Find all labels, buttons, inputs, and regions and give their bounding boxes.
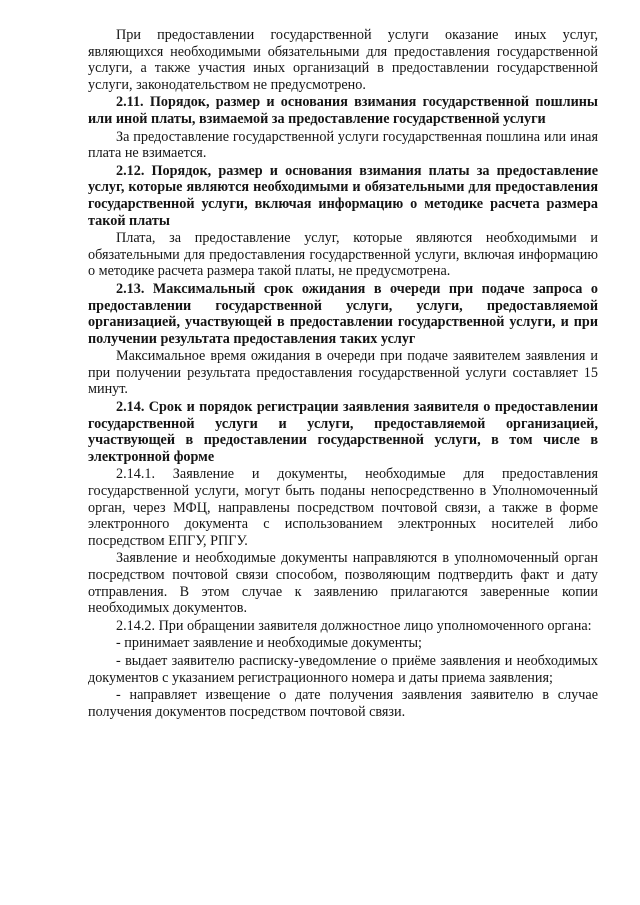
list-item-receipt: - выдает заявителю расписку-уведомление о приёме заявления и необходимых документов с указанием регистрационного номера и даты приема заявления;	[88, 652, 598, 686]
list-item-accepts: - принимает заявление и необходимые документы;	[116, 635, 422, 652]
heading-2-13: 2.13. Максимальный срок ожидания в очереди при подаче запроса о предоставлении государственной услуги, услуги, предоставляемой организацией, участвующей в предоставлении государственной услуги, и при получении результата предоставления таких услуг	[88, 280, 598, 347]
paragraph-other-services: При предоставлении государственной услуги оказание иных услуг, являющихся необходимыми обязательными для предоставления государственной услуги, а также участия иных организаций в предоставлении государственной услуги, законодательством не предусмотрено.	[88, 27, 598, 93]
paragraph-2-14-1: 2.14.1. Заявление и документы, необходимые для предоставления государственной услуги, могут быть поданы непосредственно в Уполномоченный орган, через МФЦ, направлены посредством почтовой связи, а также в форме электронного документа с использованием электронных носителей либо посредством ЕПГУ, РПГУ.	[88, 466, 598, 549]
heading-2-11: 2.11. Порядок, размер и основания взимания государственной пошлины или иной платы, взимаемой за предоставление государственной услуги	[88, 94, 598, 127]
heading-2-12: 2.12. Порядок, размер и основания взимания платы за предоставление услуг, которые являются необходимыми и обязательными для предоставления государственной услуги, включая информацию о методике расчета размера такой платы	[88, 162, 598, 229]
heading-2-14: 2.14. Срок и порядок регистрации заявления заявителя о предоставлении государственной услуги и услуги, предоставляемой организацией, участвующей в предоставлении государственной услуги, в том числе в электронной форме	[88, 399, 598, 465]
paragraph-fee: За предоставление государственной услуги государственная пошлина или иная плата не взимается.	[88, 128, 598, 162]
paragraph-2-14-2: 2.14.2. При обращении заявителя должностное лицо уполномоченного органа:	[116, 617, 592, 634]
paragraph-waiting-time: Максимальное время ожидания в очереди при подаче заявителем заявления и при получении результата предоставления государственной услуги составляет 15 минут.	[88, 348, 598, 398]
paragraph-payment: Плата, за предоставление услуг, которые являются необходимыми и обязательными для предоставления государственной услуги, включая информацию о методике расчета размера такой платы, не предусмотрена.	[88, 230, 598, 280]
paragraph-postal: Заявление и необходимые документы направляются в уполномоченный орган посредством почтовой связи способом, позволяющим подтвердить факт и дату отправления. В этом случае к заявлению прилагаются заверенные копии необходимых документов.	[88, 550, 598, 617]
list-item-notice: - направляет извещение о дате получения заявления заявителю в случае получения документов посредством почтовой связи.	[88, 687, 598, 720]
